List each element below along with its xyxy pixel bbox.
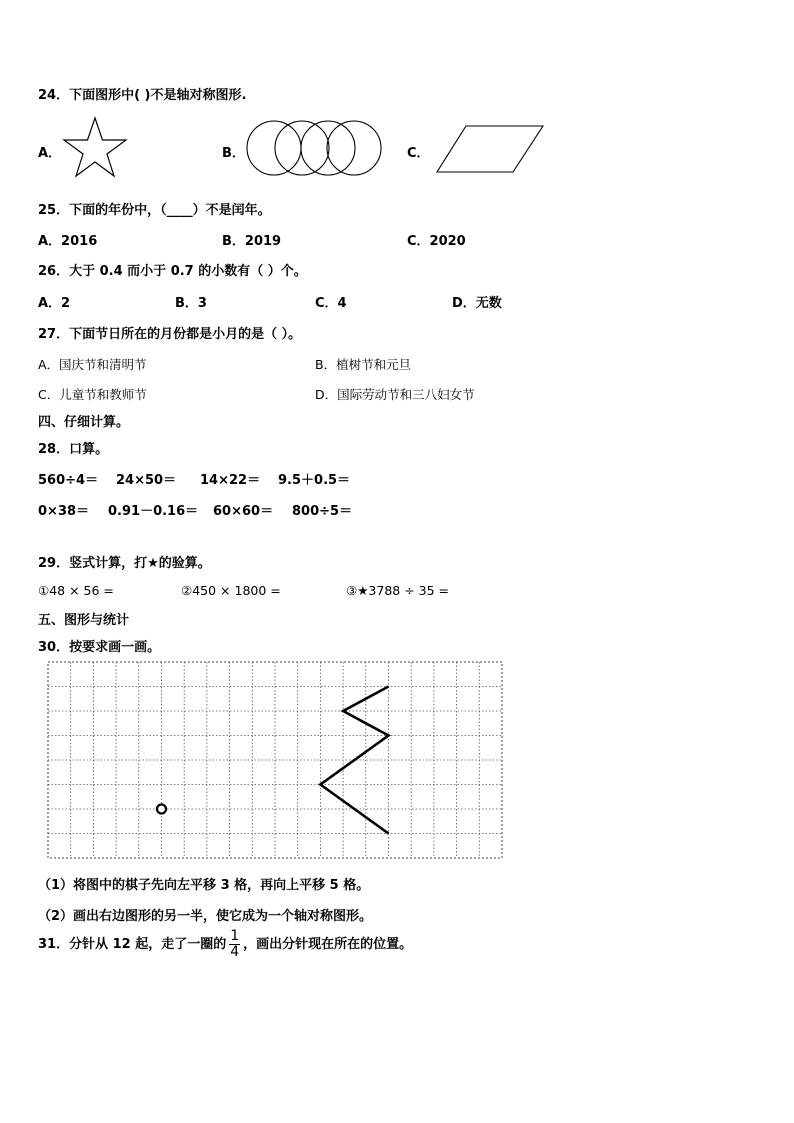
q24-option-a-label: A． — [38, 146, 62, 161]
q24-option-b-label: B． — [222, 146, 245, 161]
calc-2-2: 0.91－0.16＝ — [108, 504, 199, 519]
fraction-numerator: 1 — [230, 928, 240, 944]
q29-item-1: ①48 × 56 = — [38, 583, 114, 598]
q26-option-a: A．2 — [38, 296, 71, 311]
calc-1-2: 24×50＝ — [116, 473, 177, 488]
q26-option-c: C．4 — [315, 296, 347, 311]
q27-option-c: C．儿童节和教师节 — [38, 387, 147, 402]
q27-option-a: A．国庆节和清明节 — [38, 357, 147, 372]
fraction-denominator: 4 — [230, 944, 240, 960]
calc-1-4: 9.5＋0.5＝ — [278, 473, 351, 488]
calc-1-3: 14×22＝ — [200, 473, 261, 488]
fraction-one-quarter — [229, 929, 240, 960]
question-27: 27．下面节日所在的月份都是小月的是（ ）。 — [38, 327, 302, 342]
q31-text-before: 31．分针从 12 起，走了一圈的 — [38, 937, 227, 952]
question-26: 26．大于 0.4 而小于 0.7 的小数有（ ）个。 — [38, 264, 307, 279]
calc-2-4: 800÷5＝ — [292, 504, 353, 519]
star-icon — [62, 116, 128, 178]
question-31 — [38, 929, 412, 960]
question-30: 30．按要求画一画。 — [38, 640, 161, 655]
calc-2-1: 0×38＝ — [38, 504, 90, 519]
question-29: 29．竖式计算，打★的验算。 — [38, 556, 211, 571]
q25-option-a: A．2016 — [38, 234, 98, 249]
q29-item-2: ②450 × 1800 = — [181, 583, 281, 598]
q25-option-c: C．2020 — [407, 234, 466, 249]
q30-sub-2: （2）画出右边图形的另一半，使它成为一个轴对称图形。 — [38, 909, 373, 924]
q25-option-b: B．2019 — [222, 234, 282, 249]
question-28: 28．口算。 — [38, 442, 109, 457]
calc-2-3: 60×60＝ — [213, 504, 274, 519]
question-24: 24．下面图形中( )不是轴对称图形. — [38, 88, 247, 103]
question-25: 25．下面的年份中，（____）不是闰年。 — [38, 203, 271, 218]
q30-sub-1: （1）将图中的棋子先向左平移 3 格，再向上平移 5 格。 — [38, 878, 370, 893]
q27-option-d: D．国际劳动节和三八妇女节 — [315, 387, 475, 402]
q24-option-c-label: C． — [407, 146, 430, 161]
calc-1-1: 560÷4＝ — [38, 473, 99, 488]
four-rings-icon — [246, 120, 384, 176]
parallelogram-icon — [436, 124, 546, 174]
section-4-title: 四、仔细计算。 — [38, 415, 130, 430]
q26-option-b: B．3 — [175, 296, 207, 311]
section-5-title: 五、图形与统计 — [38, 613, 130, 628]
q27-option-b: B．植树节和元旦 — [315, 357, 412, 372]
chess-piece-ring-icon[interactable] — [157, 805, 166, 814]
q26-option-d: D．无数 — [452, 296, 502, 311]
q31-text-after: ，画出分针现在所在的位置。 — [243, 937, 413, 952]
q29-item-3: ③★3788 ÷ 35 = — [346, 583, 449, 598]
dotted-grid[interactable] — [47, 661, 503, 859]
